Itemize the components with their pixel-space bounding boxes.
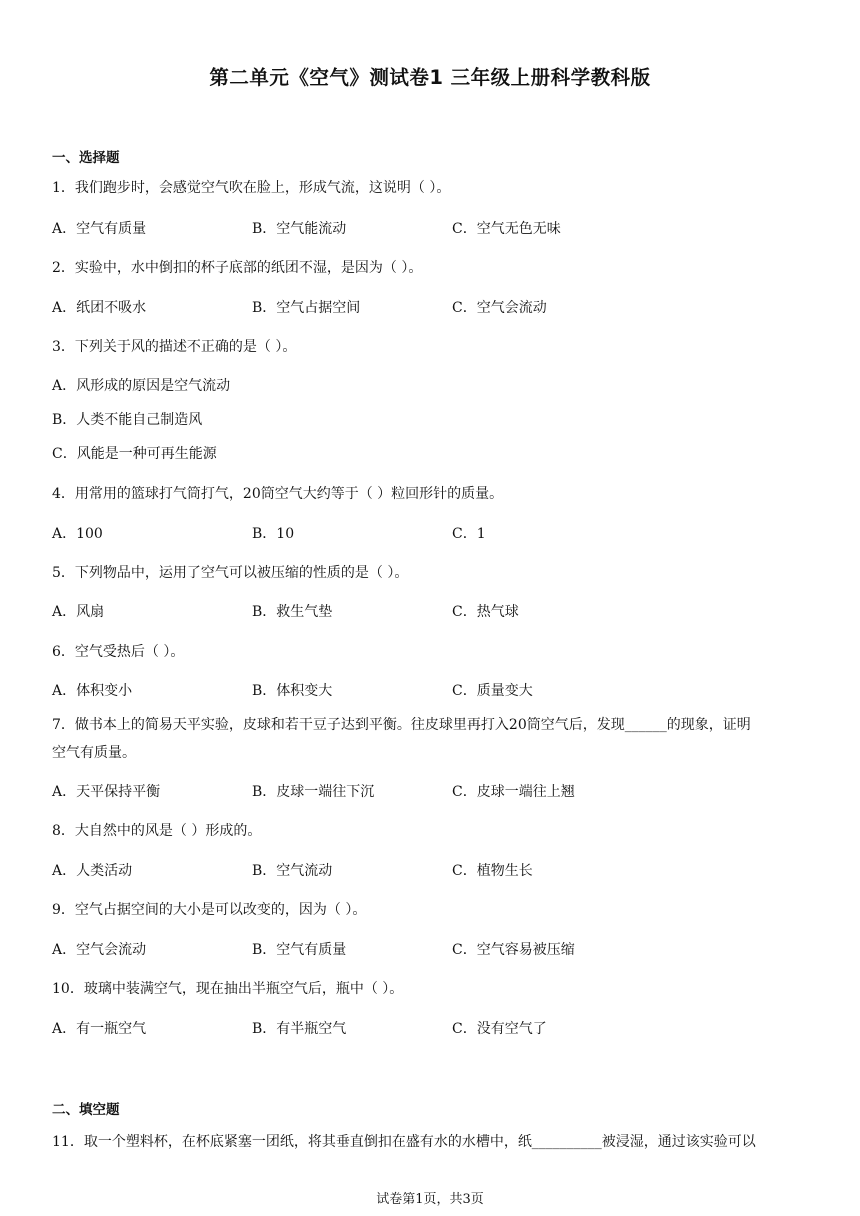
question-7-options [52,781,812,801]
option-b: B．人类不能自己制造风 [52,412,203,428]
option-c: C．1 [452,526,486,542]
option-c: C．空气会流动 [452,300,547,316]
question-9: 9．空气占据空间的大小是可以改变的，因为（ ）。 [52,902,367,918]
option-c: C．热气球 [452,604,519,620]
option-a: A．有一瓶空气 [52,1021,147,1037]
option-b: B．空气有质量 [252,942,347,958]
question-7-line-1: 7．做书本上的简易天平实验，皮球和若干豆子达到平衡。往皮球里再打入20筒空气后，发现______的现象，证明 [52,717,751,733]
option-a: A．风扇 [52,604,105,620]
question-3: 3．下列关于风的描述不正确的是（ ）。 [52,339,297,355]
question-8: 8．大自然中的风是（ ）形成的。 [52,823,262,839]
question-5-options [52,601,812,621]
option-b: B．空气能流动 [252,221,347,237]
option-b: B．空气占据空间 [252,300,361,316]
question-2: 2．实验中，水中倒扣的杯子底部的纸团不湿，是因为（ ）。 [52,260,423,276]
option-c: C．没有空气了 [452,1021,547,1037]
option-a: A．空气会流动 [52,942,147,958]
question-6: 6．空气受热后（ ）。 [52,644,185,660]
page-title: 第二单元《空气》测试卷1 三年级上册科学教科版 [209,66,651,89]
question-6-options [52,680,812,700]
page-footer: 试卷第1页，共3页 [376,1192,484,1207]
option-a: A．空气有质量 [52,221,147,237]
option-b: B．有半瓶空气 [252,1021,347,1037]
option-a: A．人类活动 [52,863,133,879]
question-8-options [52,860,812,880]
question-9-options [52,939,812,959]
option-c: C．植物生长 [452,863,533,879]
question-10-options [52,1018,812,1038]
question-7-line-2: 空气有质量。 [52,745,136,761]
question-5: 5．下列物品中，运用了空气可以被压缩的性质的是（ ）。 [52,565,409,581]
option-c: C．空气容易被压缩 [452,942,575,958]
question-1: 1．我们跑步时，会感觉空气吹在脸上，形成气流，这说明（ ）。 [52,180,451,196]
option-a: A．纸团不吸水 [52,300,147,316]
question-10: 10．玻璃中装满空气，现在抽出半瓶空气后，瓶中（ ）。 [52,981,404,997]
option-b: B．10 [252,526,295,542]
option-a: A．天平保持平衡 [52,784,161,800]
option-c: C．空气无色无味 [452,221,561,237]
section-heading-fill: 二、填空题 [52,1102,120,1118]
question-1-options [52,218,812,238]
option-b: B．体积变大 [252,683,333,699]
section-heading-choice: 一、选择题 [52,150,120,166]
option-b: B．皮球一端往下沉 [252,784,375,800]
option-c: C．皮球一端往上翘 [452,784,575,800]
option-a: A．风形成的原因是空气流动 [52,378,231,394]
option-c: C．质量变大 [452,683,533,699]
question-4-options [52,523,812,543]
option-c: C．风能是一种可再生能源 [52,446,217,462]
option-a: A．100 [52,526,103,542]
question-2-options [52,297,812,317]
option-b: B．救生气垫 [252,604,333,620]
option-b: B．空气流动 [252,863,333,879]
question-11-line-1: 11．取一个塑料杯，在杯底紧塞一团纸，将其垂直倒扣在盛有水的水槽中，纸__________被浸湿，通过该实验可以 [52,1134,756,1150]
option-a: A．体积变小 [52,683,133,699]
question-4: 4．用常用的篮球打气筒打气，20筒空气大约等于（ ）粒回形针的质量。 [52,486,504,502]
